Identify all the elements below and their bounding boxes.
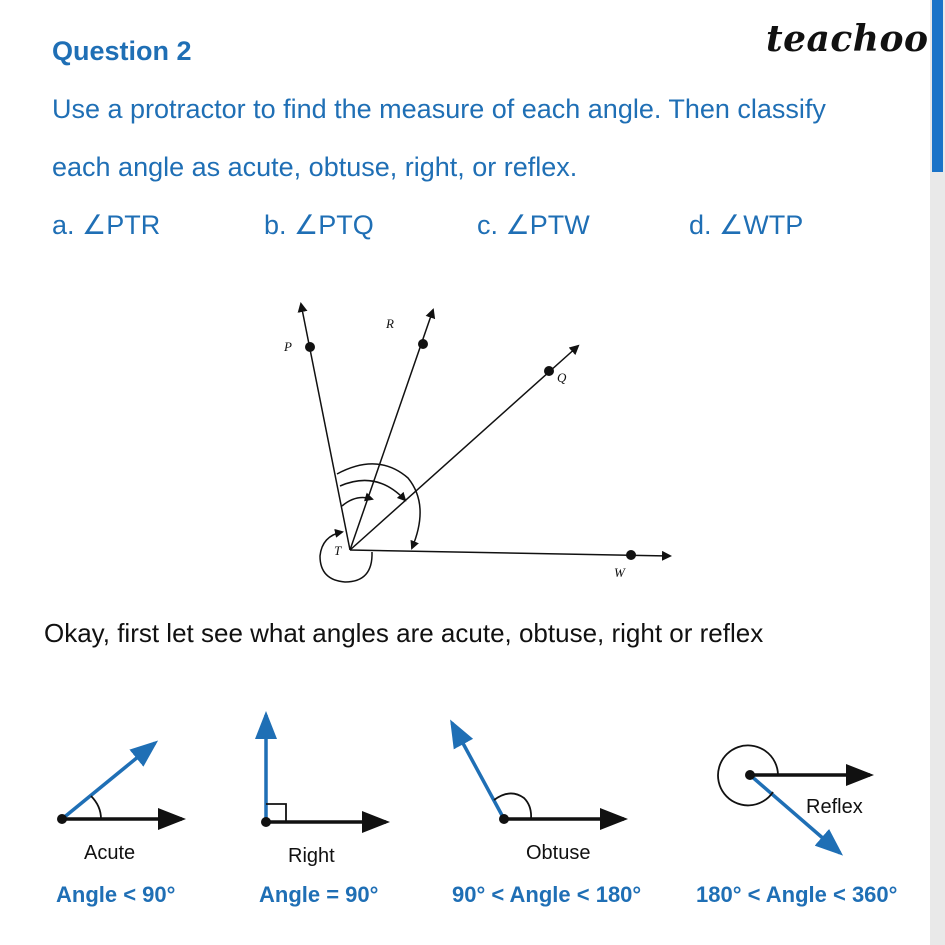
ray-tp xyxy=(301,304,350,550)
rule-acute: Angle < 90° xyxy=(56,882,176,907)
rule-reflex: 180° < Angle < 360° xyxy=(696,882,898,907)
acute-illustration xyxy=(57,743,182,824)
point-w xyxy=(626,550,636,560)
arc-ptw xyxy=(337,464,420,548)
label-q: Q xyxy=(557,370,567,385)
point-p xyxy=(305,342,315,352)
obtuse-illustration xyxy=(452,723,624,824)
point-r xyxy=(418,339,428,349)
explanation-text: Okay, first let see what angles are acute, obtuse, right or reflex xyxy=(44,618,764,648)
right-illustration xyxy=(261,715,386,827)
label-w: W xyxy=(614,565,625,580)
part-b: b. ∠PTQ xyxy=(264,210,374,240)
ray-tw xyxy=(350,550,670,556)
caption-right: Right xyxy=(288,845,335,867)
caption-reflex: Reflex xyxy=(806,796,863,818)
part-a: a. ∠PTR xyxy=(52,210,161,240)
label-r: R xyxy=(386,316,394,331)
rule-obtuse: 90° < Angle < 180° xyxy=(452,882,642,907)
caption-obtuse: Obtuse xyxy=(526,842,591,864)
rule-right: Angle = 90° xyxy=(259,882,379,907)
part-d: d. ∠WTP xyxy=(689,210,804,240)
teachoo-logo: teachoo xyxy=(766,18,929,60)
question-title: Question 2 xyxy=(52,36,192,66)
question-text-line-2: each angle as acute, obtuse, right, or reflex. xyxy=(52,152,578,182)
arc-wtp-reflex xyxy=(320,532,372,582)
caption-acute: Acute xyxy=(84,842,136,864)
label-p: P xyxy=(284,339,292,354)
part-c: c. ∠PTW xyxy=(477,210,590,240)
ray-tq xyxy=(350,346,578,550)
question-text-line-1: Use a protractor to find the measure of each angle. Then classify xyxy=(52,94,826,124)
point-q xyxy=(544,366,554,376)
label-t: T xyxy=(334,543,342,558)
